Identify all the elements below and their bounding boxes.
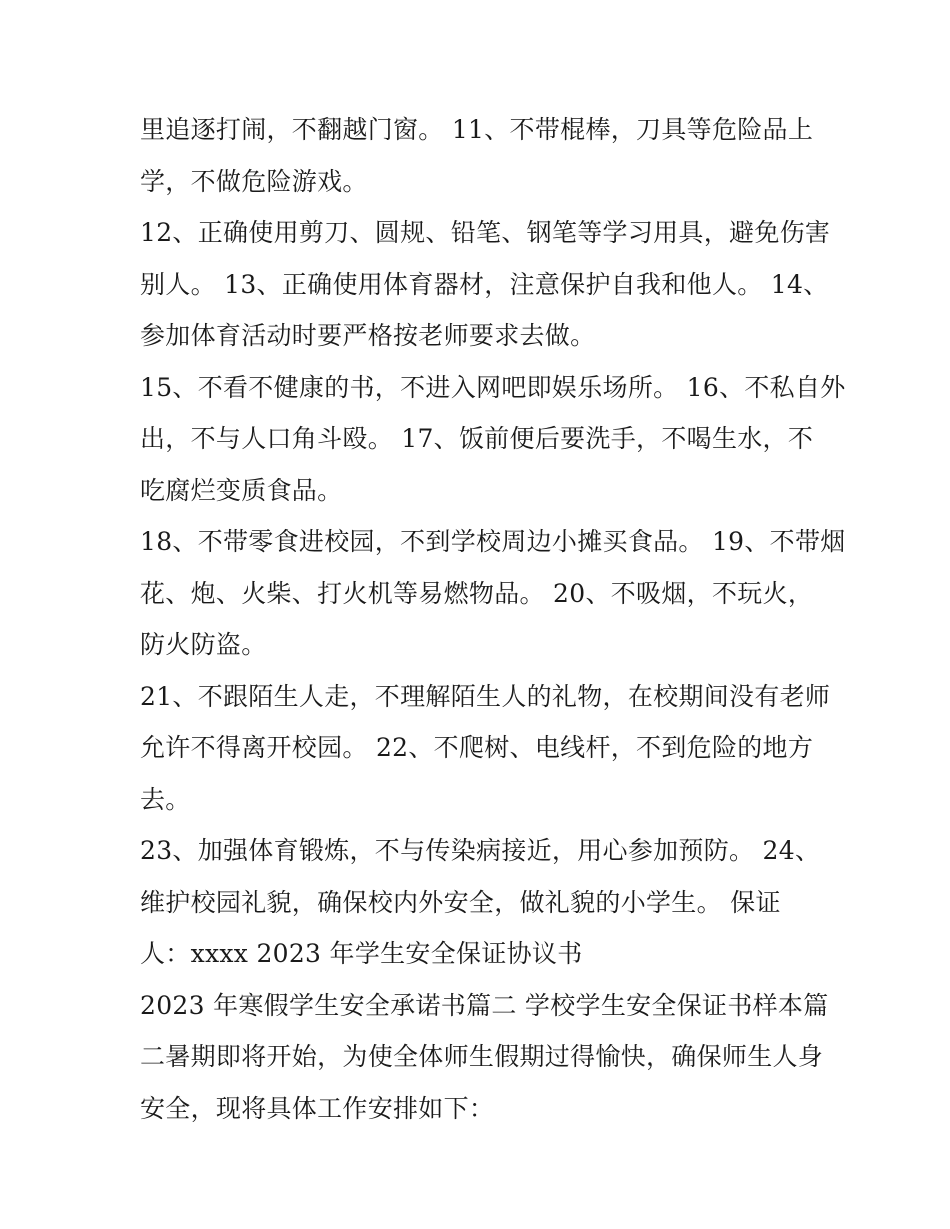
text-line: 安全，现将具体工作安排如下：: [140, 1093, 495, 1123]
text-line: 15、不看不健康的书，不进入网吧即娱乐场所。 16、不私自外: [140, 372, 846, 402]
text-line: 18、不带零食进校园，不到学校周边小摊买食品。 19、不带烟: [140, 527, 846, 556]
text-line: 出，不与人口角斗殴。 17、饭前便后要洗手，不喝生水，不: [140, 424, 814, 453]
text-line: 去。: [140, 784, 191, 814]
text-line: 维护校园礼貌，确保校内外安全，做礼貌的小学生。 保证: [140, 887, 781, 917]
text-line: 二暑期即将开始，为使全体师生假期过得愉快，确保师生人身: [140, 1042, 824, 1071]
text-line: 学，不做危险游戏。: [140, 166, 368, 196]
text-line: 别人。 13、正确使用体育器材，注意保护自我和他人。 14、: [140, 269, 829, 299]
text-line: 允许不得离开校园。 22、不爬树、电线杆，不到危险的地方: [140, 733, 814, 762]
text-line: 23、加强体育锻炼，不与传染病接近，用心参加预防。 24、: [140, 836, 821, 865]
text-line: 人：xxxx 2023 年学生安全保证协议书: [140, 939, 583, 968]
text-line: 吃腐烂变质食品。: [140, 475, 343, 505]
text-line: 花、炮、火柴、打火机等易燃物品。 20、不吸烟，不玩火，: [140, 578, 814, 608]
text-line: 2023 年寒假学生安全承诺书篇二 学校学生安全保证书样本篇: [140, 990, 829, 1020]
text-line: 防火防盗。: [140, 630, 267, 659]
text-line: 21、不跟陌生人走，不理解陌生人的礼物，在校期间没有老师: [140, 681, 831, 711]
text-line: 参加体育活动时要严格按老师要求去做。: [140, 321, 596, 350]
text-line: 里追逐打闹，不翻越门窗。 11、不带棍棒，刀具等危险品上: [140, 115, 814, 144]
text-line: 12、正确使用剪刀、圆规、铅笔、钢笔等学习用具，避免伤害: [140, 218, 831, 247]
document-body: [140, 104, 846, 1134]
